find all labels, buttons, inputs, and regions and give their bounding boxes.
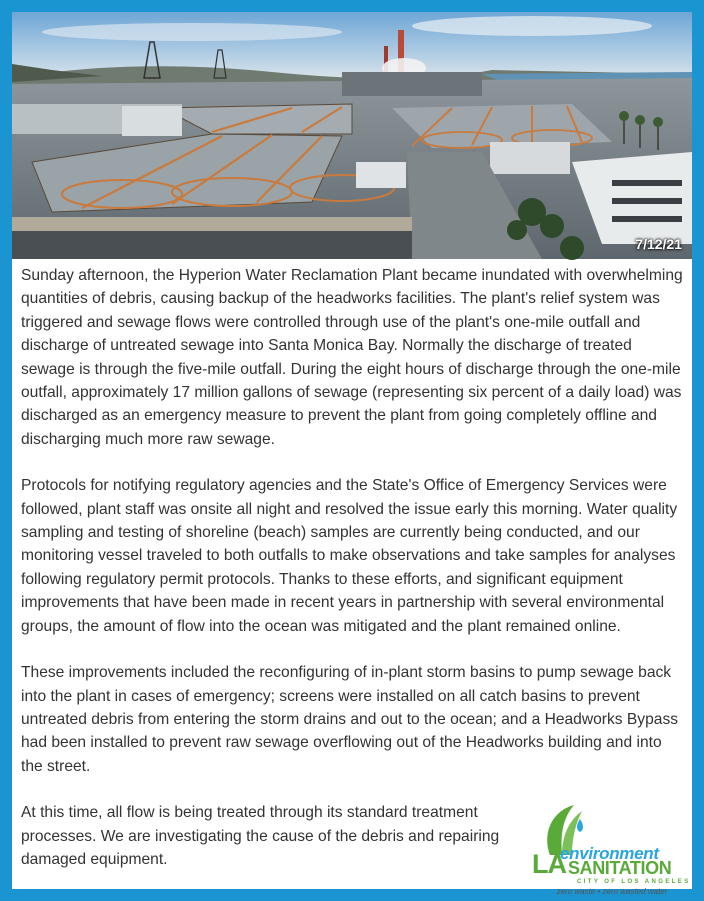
paragraph-response: Protocols for notifying regulatory agencies and the State's Office of Emergency Services were followed, plant staff was onsite all night and resolved the issue early this morning. Water quality sampling and testing of shoreline (beach) samples are currently being conducted, and our monitoring vessel traveled to both outfalls to make observations and take samples for analyses following regulatory permit protocols. Thanks to these efforts, and significant equipment improvements that have been made in recent years in partnership with several environmental groups, the amount of flow into the ocean was mitigated and the plant remained online. <box>21 477 678 635</box>
notice-body <box>21 264 685 871</box>
logo-sanitation-text: SANITATION <box>568 858 672 878</box>
logo-city-text: CITY OF LOS ANGELES <box>577 879 691 885</box>
treatment-plant-photo <box>12 12 692 259</box>
logo-la-text: LA <box>532 849 566 879</box>
paragraph-improvements: These improvements included the reconfiguring of in-plant storm basins to pump sewage back into the plant in cases of emergency; screens were installed on all catch basins to prevent untreated debris from entering the storm drains and out to the ocean; and a Headworks Bypass had been installed to prevent raw sewage overflowing out of the Headworks building and into the street. <box>21 664 679 775</box>
logo-environment-text: environment <box>560 844 659 863</box>
paragraph-current-status: At this time, all flow is being treated through its standard treatment processes. We are investigating the cause of the debris and repairing damaged equipment. <box>21 804 500 868</box>
la-sanitation-logo <box>532 797 692 896</box>
paragraph-incident: Sunday afternoon, the Hyperion Water Reclamation Plant became inundated with overwhelming quantities of debris, causing backup of the headworks facilities. The plant's relief system was triggered and sewage flows were controlled through use of the plant's one-mile outfall and discharge of untreated sewage into Santa Monica Bay. Normally the discharge of treated sewage is through the five-mile outfall. During the eight hours of discharge through the one-mile outfall, approximately 17 million gallons of sewage (representing six percent of a daily load) was discharged as an emergency measure to prevent the plant from going completely offline and discharging much more raw sewage. <box>21 267 683 448</box>
notice-card <box>12 12 692 896</box>
logo-tagline: zero waste • zero wasted water <box>556 887 668 896</box>
photo-date-stamp: 7/12/21 <box>635 236 682 252</box>
